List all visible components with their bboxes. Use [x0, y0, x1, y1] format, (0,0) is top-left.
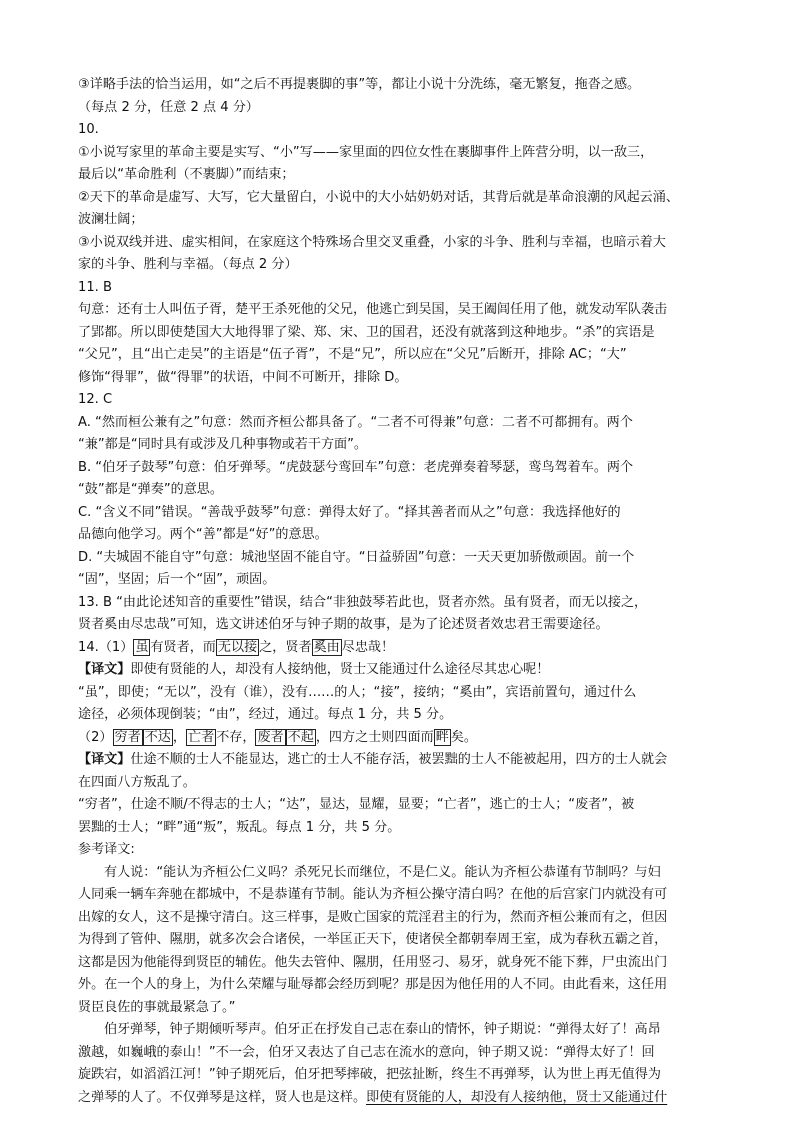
text-line: 13. B “由此论述知音的重要性”错误，结合“非独鼓琴若此也，贤者亦然。虽有贤者，而无以接之，: [78, 594, 648, 610]
reference-paragraph-2: [78, 1019, 718, 1109]
reference-paragraph-1: [78, 862, 718, 1020]
text-line: C. “含义不同”错误。“善哉乎鼓琴”句意：弹得太好了。“择其善者而从之”句意：我选择他好的: [78, 504, 621, 520]
text-line: 旋跌宕，如滔滔江河！”钟子期死后，伯牙把琴摔破，把弦扯断，终生不再弹琴，认为世上再无值得为: [78, 1067, 661, 1082]
text-line: 修饰“得罪”，做“得罪”的状语，中间不可断开，排除 D。: [78, 369, 408, 385]
text-line: 12. C: [78, 392, 113, 407]
q14-sentence-1: 14.（1） 虽 有贤者，而 无以接 之，贤者 奚由 尽忠哉！: [78, 639, 395, 655]
text-line: 在四面八方叛乱了。: [78, 774, 196, 790]
boxed-word: 不起: [287, 729, 314, 745]
text-line: ③小说双线并进、虚实相间，在家庭这个特殊场合里交叉重叠，小家的斗争、胜利与幸福，也暗示着大: [78, 234, 666, 250]
text-line: “穷者”，仕途不顺/不得志的士人；“达”，显达，显耀，显要；“亡者”，逃亡的士人；“废者”，被: [78, 797, 635, 812]
text-line: 激越，如巍峨的泰山！”不一会，伯牙又表达了自己志在流水的意向，钟子期又说：“弹得太好了！回: [78, 1044, 655, 1060]
text-line: “鼓”都是“弹奏”的意思。: [78, 482, 223, 497]
q14-sentence-2: （2） 穷者 不达 ， 亡者 不存， 废者 不起 ，四方之士则四面而 畔 矣。: [78, 729, 477, 745]
text-line: 有人说：“能认为齐桓公仁义吗？杀死兄长而继位，不是仁义。能认为齐桓公恭谨有节制吗？与妇: [104, 864, 661, 880]
text-line: 贤臣良佐的事就最紧急了。”: [78, 999, 236, 1015]
q14-translation-1: 【译文】即使有贤能的人，却没有人接纳他，贤士又能通过什么途径尽其忠心呢！: [78, 662, 550, 677]
text-line: A. “然而桓公兼有之”句意：然而齐桓公都具备了。“二者不可得兼”句意：二者不可都拥有。两个: [78, 414, 633, 430]
text-line: 了郢都。所以即使楚国大大地得罪了梁、郑、宋、卫的国君，还没有就落到这种地步。“杀”的宾语是: [78, 324, 655, 340]
boxed-word: 奚由: [313, 639, 340, 655]
text-line: 这都是因为他能得到贤臣的辅佐。他失去管仲、隰朋，任用竖刁、易牙，就身死不能下葬，尸虫流出门: [78, 954, 668, 970]
underlined-text: 即使有贤能的人，却没有人接纳他，贤士又能通过什: [366, 1089, 668, 1105]
text-line: 伯牙弹琴，钟子期倾听琴声。伯牙正在抒发自己志在泰山的情怀，钟子期说：“弹得太好了！高昂: [104, 1022, 661, 1037]
boxed-word: 废者: [257, 729, 284, 745]
text-line-last: 之弹琴的人了。不仅弹琴是这样，贤人也是这样。即使有贤能的人，却没有人接纳他，贤士又能通过什: [78, 1089, 668, 1105]
text-line: 出嫁的女人，这不是操守清白。这三样事，是败亡国家的荒淫君主的行为，然而齐桓公兼而有之，但因: [78, 909, 668, 925]
text-line: 波澜壮阔；: [78, 212, 144, 227]
text-line: 外。在一个人的身上，为什么荣耀与耻辱都会经历到呢？那是因为他任用的人不同。由此看来，这任用: [78, 977, 668, 992]
boxed-word: 穷者: [114, 729, 141, 745]
text-line: 11. B: [78, 279, 112, 295]
text-line: 品德向他学习。两个“善”都是“好”的意思。: [78, 527, 328, 542]
text-line: “父兄”，且“出亡走吴”的主语是“伍子胥”，不是“兄”，所以应在“父兄”后断开，排除 AC；“大”: [78, 347, 627, 362]
text-line: 家的斗争、胜利与幸福。（每点 2 分）: [78, 257, 298, 272]
boxed-word: 不达: [144, 729, 171, 745]
text-line: 途径，必须体现倒装；“由”，经过，通过。每点 1 分，共 5 分。: [78, 707, 453, 722]
boxed-word: 畔: [435, 729, 449, 745]
text-line: 人同乘一辆车奔驰在都城中，不是恭谨有节制。能认为齐桓公操守清白吗？在他的后宫家门内就没有可: [78, 887, 668, 902]
text-line: D. “夫城固不能自守”句意：城池坚固不能自守。“日益骄固”句意：一天天更加骄傲顽固。前一个: [78, 549, 635, 565]
reference-title: 参考译文:: [78, 842, 135, 857]
text-line: 为得到了管仲、隰朋，就多次会合诸侯，一举匡正天下，使诸侯全都朝奉周王室，成为春秋五霸之首，: [78, 932, 668, 947]
text-line: “固”，坚固；后一个“固”，顽固。: [78, 572, 276, 587]
text-line: 10.: [78, 122, 99, 137]
text-line: 贤者奚由尽忠哉”可知，选文讲述伯牙与钟子期的故事，是为了论述贤者效忠君王需要途径。: [78, 617, 609, 632]
text-line: “兼”都是“同时具有或涉及几种事物或若干方面”。: [78, 437, 368, 452]
text-line: B. “伯牙子鼓琴”句意：伯牙弹琴。“虎鼓瑟兮鸾回车”句意：老虎弹奏着琴瑟，鸾鸟驾着车。两个: [78, 459, 634, 475]
q14-translation-2: 【译文】仕途不顺的士人不能显达，逃亡的士人不能存活，被罢黜的士人不能被起用，四方的士人就会: [78, 752, 668, 767]
text-line: 句意：还有士人叫伍子胥，楚平王杀死他的父兄，他逃亡到吴国，吴王阖闾任用了他，就发动军队袭击: [78, 302, 668, 317]
boxed-word: 无以接: [217, 639, 258, 655]
answer-page: [78, 74, 718, 1109]
text-line: ②天下的革命是虚写、大写，它大量留白，小说中的大小姑奶奶对话，其背后就是革命浪潮的风起云涌、: [78, 189, 679, 205]
answer-lines: [78, 74, 718, 637]
text-line: （每点 2 分，任意 2 点 4 分）: [78, 99, 259, 115]
text-line: ③详略手法的恰当运用，如“之后不再提裹脚的事”等，都让小说十分洗练，毫无繁复，拖沓之感。: [78, 77, 641, 92]
text-line: 罢黜的士人；“畔”通“叛”，叛乱。每点 1 分，共 5 分。: [78, 819, 401, 835]
text-line: “虽”，即使；“无以”，没有（谁），没有……的人；“接”，接纳；“奚由”，宾语前置句，通过什么: [78, 684, 637, 700]
text-line: ①小说写家里的革命主要是实写、“小”写——家里面的四位女性在裹脚事件上阵营分明，以一敌三，: [78, 144, 654, 160]
text-line: 最后以“革命胜利（不裹脚）”而结束；: [78, 167, 295, 182]
boxed-word: 虽: [135, 639, 149, 655]
boxed-word: 亡者: [188, 729, 215, 745]
